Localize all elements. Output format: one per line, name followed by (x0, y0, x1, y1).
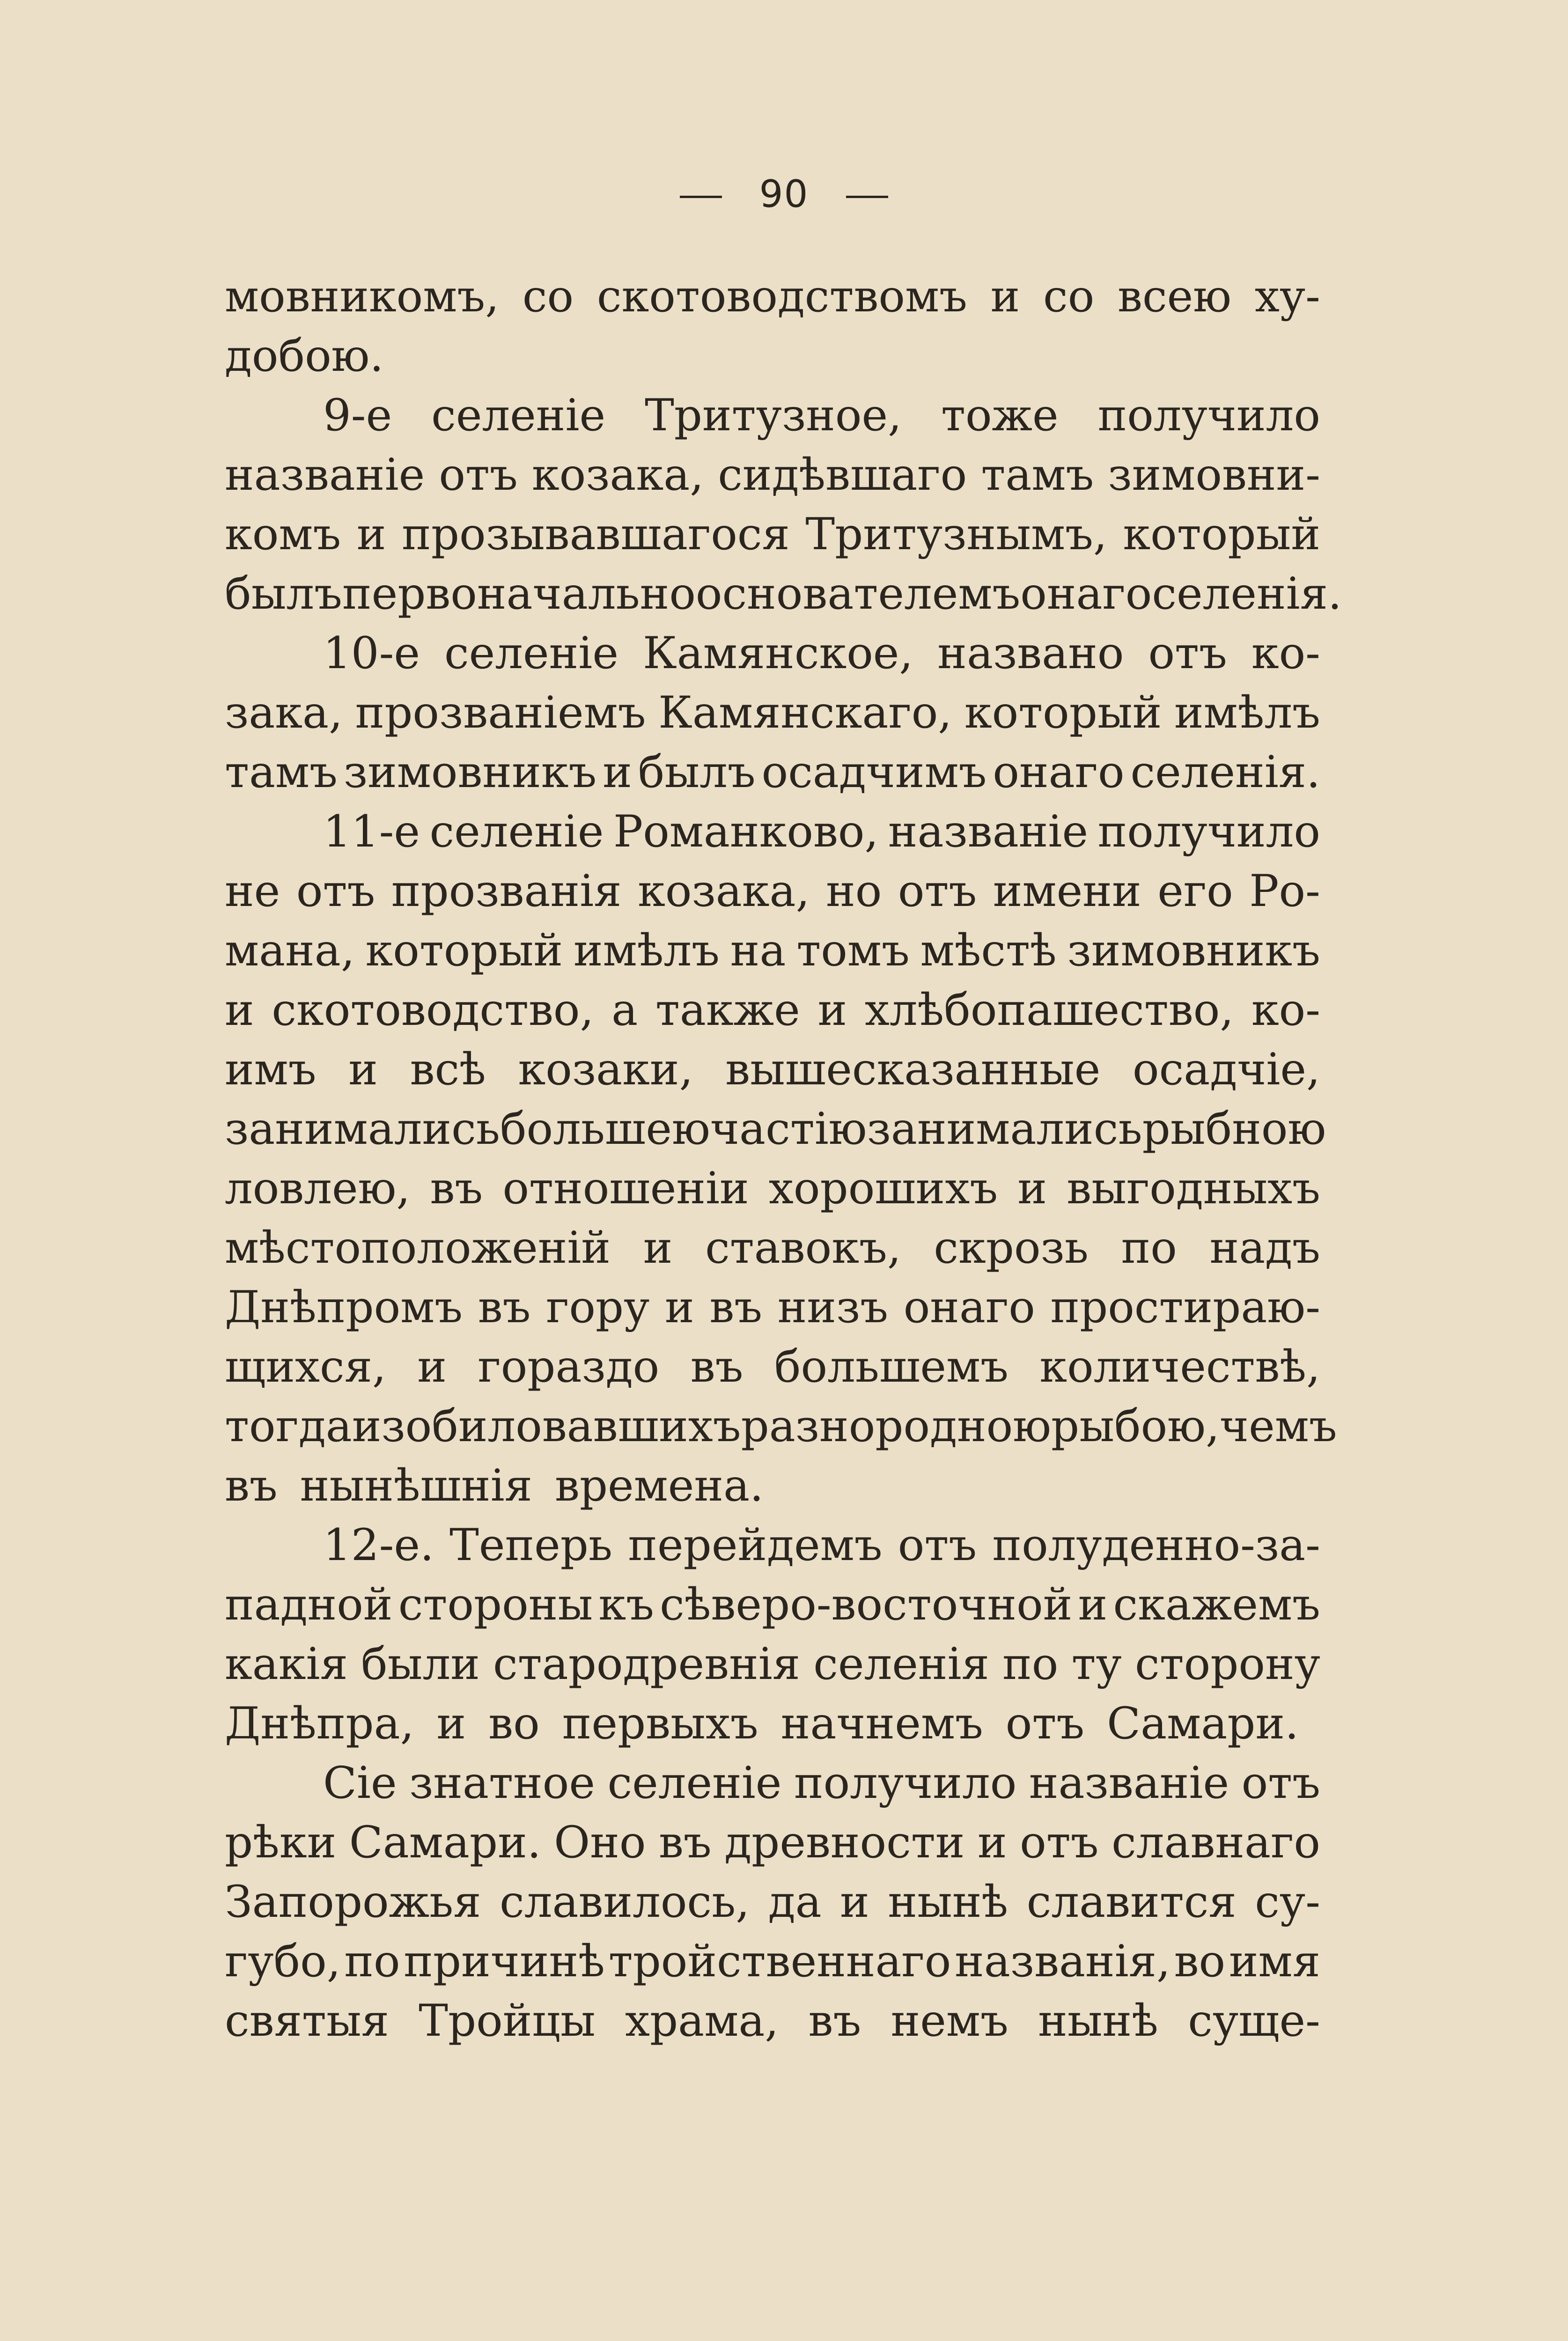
word: имъ (225, 1044, 317, 1095)
word: со (1043, 271, 1095, 322)
word: 12-е. (323, 1520, 434, 1571)
word: былъ (638, 747, 756, 798)
word: который (365, 925, 563, 976)
word: занимались (225, 1104, 500, 1155)
word: Запорожья (225, 1877, 481, 1928)
word: скрозь (934, 1222, 1089, 1274)
word: и (817, 985, 847, 1036)
word: первоначально (342, 568, 696, 619)
word: на (730, 925, 786, 976)
word: славилось, (500, 1877, 750, 1928)
word: скотоводство, (272, 985, 594, 1036)
word: и (1078, 1579, 1108, 1630)
word: суще- (1188, 1995, 1320, 2047)
word: были (361, 1639, 480, 1690)
word: и (665, 1282, 694, 1333)
word: рѣки (225, 1817, 337, 1868)
word: и (225, 985, 254, 1036)
word: мѣстоположеній (225, 1222, 611, 1274)
word: Оно (554, 1817, 646, 1868)
text-line (225, 1932, 1320, 1991)
word: святыя (225, 1995, 389, 2047)
word: тогда (225, 1401, 352, 1452)
word: ху- (1254, 271, 1320, 322)
text-line (225, 1397, 1337, 1456)
word: названіе (888, 806, 1089, 857)
word: отъ (1005, 1698, 1085, 1749)
word: ко- (1251, 628, 1320, 679)
word: хорошихъ (768, 1163, 998, 1214)
word: тамъ (225, 747, 338, 798)
word: а (611, 985, 638, 1036)
text-line (225, 1694, 1320, 1753)
word: осадчимъ (761, 747, 987, 798)
page-header (0, 169, 1568, 220)
text-line (225, 1634, 1320, 1694)
word: селеніе (429, 806, 604, 857)
word: и (990, 271, 1020, 322)
word: зимовникъ (1067, 925, 1320, 976)
word: который (964, 687, 1162, 738)
word: тоже (941, 390, 1059, 441)
text-line (225, 1218, 1320, 1278)
word: ловлею, (225, 1163, 411, 1214)
word: который (1123, 509, 1320, 560)
text-line (225, 326, 1320, 386)
word: и (1017, 1163, 1047, 1214)
word: имѣлъ (1174, 687, 1320, 738)
word: отъ (439, 449, 518, 501)
text-line (225, 1753, 1320, 1813)
word: осадчіе, (1133, 1044, 1320, 1095)
word: немъ (891, 1995, 1009, 2047)
word: со (522, 271, 574, 322)
word: рыбою, (1051, 1401, 1220, 1452)
word: полуденно-за- (992, 1520, 1320, 1571)
word: имени (993, 866, 1141, 917)
word: причинѣ (404, 1936, 605, 1987)
word: простираю- (1050, 1282, 1320, 1333)
text-line (225, 683, 1320, 743)
text-line (225, 743, 1320, 802)
left-dash (680, 196, 722, 198)
word: названія, (955, 1936, 1170, 1987)
word: перейдемъ (628, 1520, 883, 1571)
word: и (348, 1044, 378, 1095)
word: Самари. (349, 1817, 541, 1868)
word: славнаго (1112, 1817, 1320, 1868)
word: начнемъ (780, 1698, 983, 1749)
word: его (1157, 866, 1233, 917)
word: частію (710, 1104, 867, 1155)
word: зака, (225, 687, 343, 738)
word: и (643, 1222, 673, 1274)
text-line (225, 1278, 1320, 1337)
word: всею (1118, 271, 1232, 322)
word: знатное (409, 1758, 595, 1809)
word: падной (225, 1579, 393, 1630)
text-line (225, 1813, 1320, 1872)
word: и (840, 1877, 869, 1928)
word: рыбною (1142, 1104, 1326, 1155)
word: Камянскаго, (658, 687, 952, 738)
word: и (436, 1698, 466, 1749)
word: названо (937, 628, 1124, 679)
word: въ (659, 1817, 712, 1868)
word: Самари. (1107, 1698, 1299, 1749)
word: 11-е (323, 806, 420, 857)
word: су- (1255, 1877, 1320, 1928)
text-line (225, 624, 1320, 683)
word: тамъ (981, 449, 1094, 501)
word: не (225, 866, 280, 917)
text-line (225, 386, 1320, 445)
word: по (1121, 1222, 1177, 1274)
word: имя (1229, 1936, 1320, 1987)
word: отъ (898, 1520, 977, 1571)
word: селеніе (431, 390, 606, 441)
text-line (225, 1991, 1320, 2051)
body-text (225, 267, 1342, 2051)
text-line (225, 1516, 1320, 1575)
word: и (603, 747, 632, 798)
right-dash (846, 196, 888, 198)
word: къ (598, 1579, 654, 1630)
word: зимовникъ (343, 747, 597, 798)
word: Сіе (323, 1758, 397, 1809)
word: низъ (777, 1282, 889, 1333)
word: всѣ (410, 1044, 486, 1095)
text-line (225, 564, 1342, 624)
text-line (225, 505, 1320, 564)
word: 10-е (323, 628, 420, 679)
word: вышесказанные (725, 1044, 1101, 1095)
word: комъ (225, 509, 341, 560)
word: получило (1097, 806, 1320, 857)
word: въ (709, 1282, 763, 1333)
word: во (1174, 1936, 1226, 1987)
word: выгодныхъ (1067, 1163, 1320, 1214)
word: гору (546, 1282, 650, 1333)
word: отъ (1020, 1817, 1099, 1868)
word: мѣстѣ (920, 925, 1057, 976)
word: Тройцы (419, 1995, 596, 2047)
word: козака, (638, 866, 810, 917)
word: сторону (1135, 1639, 1320, 1690)
word: Ро- (1249, 866, 1320, 917)
word: надъ (1209, 1222, 1320, 1274)
word: названіе (225, 449, 425, 501)
word: селеніе (444, 628, 618, 679)
word: да (768, 1877, 822, 1928)
word: онаго (903, 1282, 1035, 1333)
word: чемъ (1219, 1401, 1337, 1452)
word: въ (430, 1163, 483, 1214)
word: количествѣ, (1039, 1341, 1320, 1392)
word: также (655, 985, 800, 1036)
text-line (225, 1099, 1326, 1159)
text-line (225, 1575, 1320, 1634)
word: получило (1097, 390, 1320, 441)
word: въ (690, 1341, 744, 1392)
word: Днѣпромъ (225, 1282, 463, 1333)
text-line (225, 1456, 1320, 1516)
word: губо, (225, 1936, 341, 1987)
word: онаго (993, 747, 1125, 798)
word: отъ (1241, 1758, 1320, 1809)
text-line (225, 1040, 1320, 1099)
text-line (225, 921, 1320, 980)
word: Романково, (613, 806, 879, 857)
word: нынѣшнія (300, 1460, 532, 1511)
text-line (225, 802, 1320, 861)
word: козака, (531, 449, 704, 501)
word: селенія. (1152, 568, 1342, 619)
word: и (417, 1341, 447, 1392)
word: гораздо (478, 1341, 660, 1392)
word: селенія (813, 1639, 989, 1690)
word: времена. (554, 1460, 764, 1511)
word: онаго (1020, 568, 1152, 619)
text-line (225, 267, 1320, 326)
word: скотоводствомъ (596, 271, 967, 322)
word: прозванія (391, 866, 622, 917)
word: Тритузное, (645, 390, 902, 441)
word: имѣлъ (573, 925, 720, 976)
word: какія (225, 1639, 348, 1690)
word: древности (724, 1817, 965, 1868)
word: основателемъ (695, 568, 1021, 619)
word: въ (808, 1995, 861, 2047)
word: мана, (225, 925, 355, 976)
word: сѣверо-восточной (660, 1579, 1073, 1630)
word: первыхъ (562, 1698, 758, 1749)
word: прозывавшагося (402, 509, 790, 560)
word: Камянское, (642, 628, 913, 679)
page-number: 90 (759, 172, 809, 216)
text-line (225, 980, 1320, 1040)
word: отъ (898, 866, 977, 917)
word: нынѣ (1038, 1995, 1158, 2047)
word: добою. (225, 331, 384, 382)
word: ставокъ, (705, 1222, 901, 1274)
word: но (826, 866, 882, 917)
word: большемъ (774, 1341, 1009, 1392)
word: ко- (1251, 985, 1320, 1036)
word: мовникомъ, (225, 271, 500, 322)
word: 9-е (323, 390, 392, 441)
word: изобиловавшихъ (352, 1401, 741, 1452)
word: стародревнія (493, 1639, 801, 1690)
word: щихся, (225, 1341, 386, 1392)
word: тройственнаго (608, 1936, 951, 1987)
word: по (344, 1936, 400, 1987)
word: большею (500, 1104, 710, 1155)
word: и (977, 1817, 1007, 1868)
word: разнородною (741, 1401, 1052, 1452)
word: въ (225, 1460, 278, 1511)
word: Днѣпра, (225, 1698, 414, 1749)
word: названіе (1029, 1758, 1229, 1809)
text-line (225, 1337, 1320, 1397)
word: занимались (867, 1104, 1142, 1155)
word: зимовни- (1108, 449, 1320, 501)
word: храма, (625, 1995, 779, 2047)
word: прозваніемъ (355, 687, 646, 738)
word: отъ (1148, 628, 1227, 679)
word: отъ (296, 866, 375, 917)
word: селенія. (1130, 747, 1320, 798)
word: селеніе (607, 1758, 782, 1809)
word: скажемъ (1113, 1579, 1320, 1630)
word: и (356, 509, 386, 560)
word: Тритузнымъ, (805, 509, 1107, 560)
text-line (225, 445, 1320, 505)
word: въ (478, 1282, 531, 1333)
word: во (488, 1698, 540, 1749)
word: славится (1026, 1877, 1237, 1928)
word: козаки, (518, 1044, 693, 1095)
word: нынѣ (888, 1877, 1009, 1928)
word: сидѣвшаго (718, 449, 967, 501)
word: былъ (225, 568, 342, 619)
word: получило (794, 1758, 1017, 1809)
word: отношеніи (502, 1163, 749, 1214)
text-line (225, 1872, 1320, 1932)
word: по (1002, 1639, 1059, 1690)
word: томъ (796, 925, 910, 976)
text-line (225, 861, 1320, 921)
word: ту (1071, 1639, 1122, 1690)
word: хлѣбопашество, (864, 985, 1234, 1036)
word: Теперь (449, 1520, 613, 1571)
word: стороны (398, 1579, 593, 1630)
text-line (225, 1159, 1320, 1218)
